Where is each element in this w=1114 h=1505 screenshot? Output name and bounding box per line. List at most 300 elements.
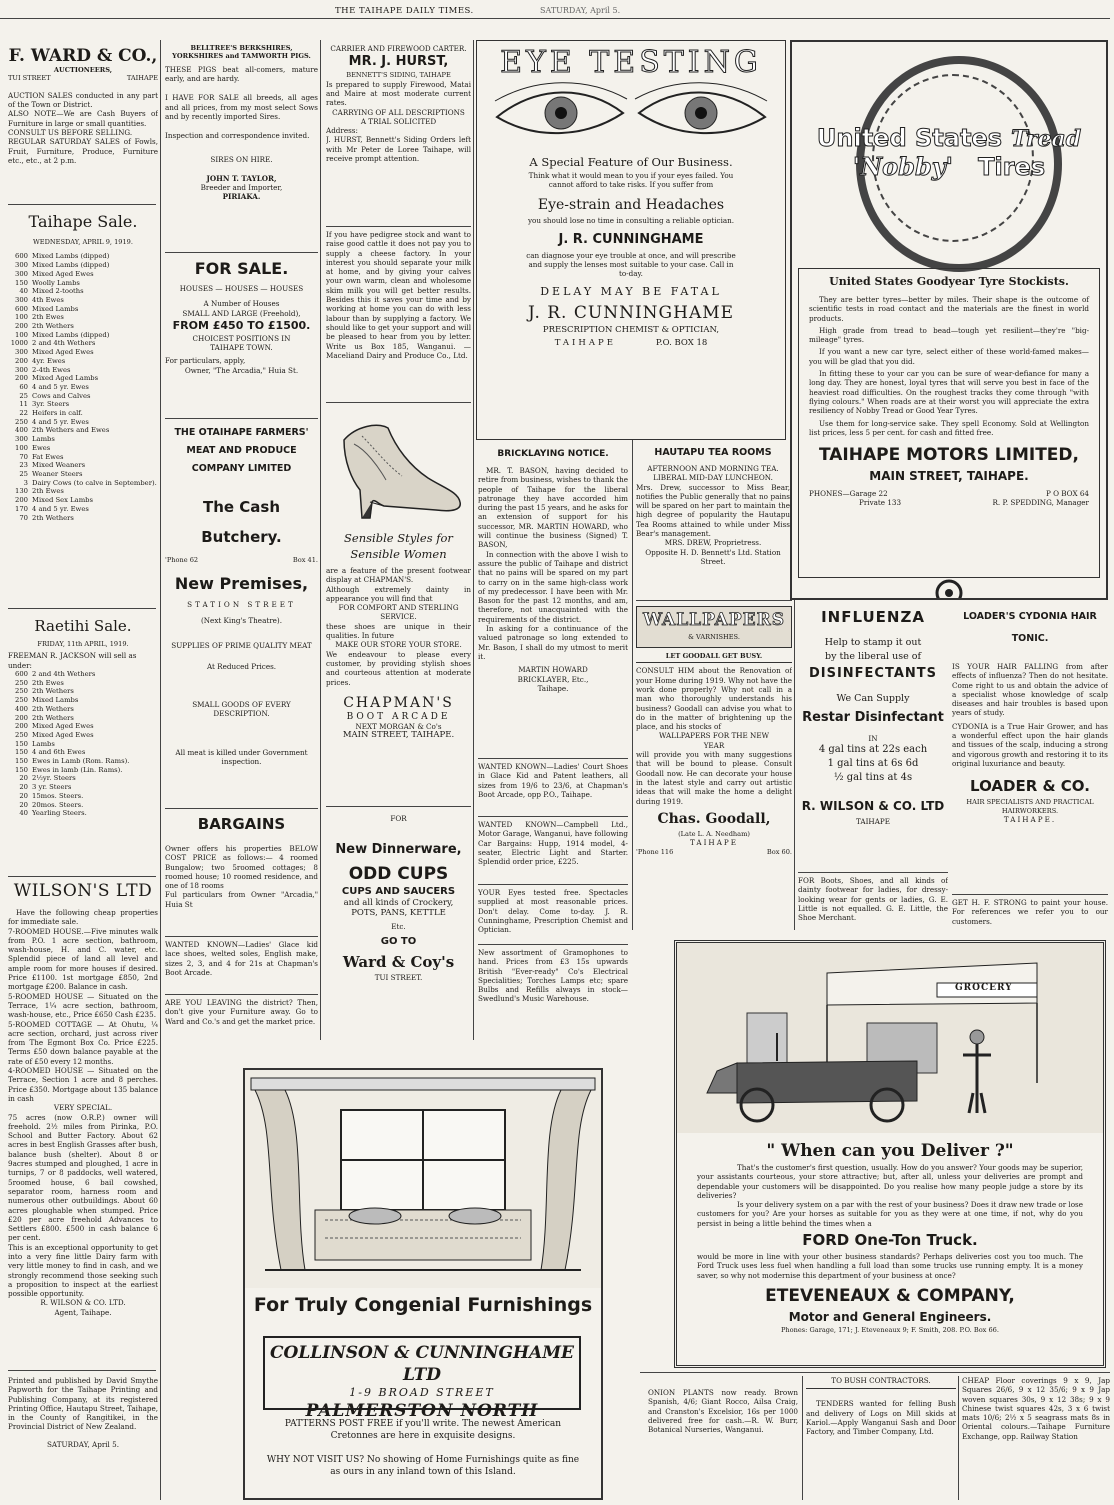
pigs-p3: Inspection and correspondence invited.	[165, 131, 310, 141]
taihape-sale-item-count: 300	[15, 365, 28, 374]
raetihi-sale-item-row	[8, 766, 158, 775]
taihape-sale-date: WEDNESDAY, APRIL 9, 1919.	[33, 238, 133, 246]
chapman-s1: Sensible Styles for	[344, 531, 453, 545]
tyre-stock: United States Goodyear Tyre Stockists.	[829, 275, 1069, 288]
taihape-sale-item-row	[8, 313, 158, 322]
divider	[165, 936, 318, 937]
eye-town: TAIHAPE	[554, 337, 616, 348]
taihape-sale-item-count: 100	[15, 330, 28, 339]
flu-q1: 4 gal tins at 22s each	[818, 744, 928, 756]
divider	[798, 872, 948, 873]
dairy-ad	[326, 230, 471, 400]
taihape-sale-item-description: Mixed Lambs (dipped)	[32, 252, 110, 261]
wilsons-p4: 4-ROOMED HOUSE — Situated on the Terrace, Section 1 acre and 8 perches. Price £350. Mortgage about 135 balance in cash	[8, 1066, 158, 1103]
chapman-name: CHAPMAN'S	[343, 694, 454, 711]
ford-p1: That's the customer's first question, usually. How do you answer? Your goods may be superior, your assistants courteous, your store attractive; but, after all, unless your deliveries are prompt and dependable your customers will be disappointed. Do you realise how many people judge a store by its deliveries?	[697, 1163, 1083, 1200]
taihape-sale-item-description: Lambs	[32, 435, 55, 444]
butchery-box: Box 41.	[292, 556, 318, 564]
eyes-tested-ad	[478, 888, 628, 940]
taihape-sale-item-count: 400	[15, 426, 28, 435]
ward-town: TAIHAPE	[126, 74, 158, 83]
little-shoes-ad	[798, 876, 948, 936]
ford-truck: FORD One-Ton Truck.	[802, 1231, 978, 1250]
brick-title: BRICKLAYING NOTICE.	[497, 449, 609, 459]
wall-sub: & VARNISHES.	[688, 633, 740, 641]
eye-box: P.O. BOX 18	[655, 337, 708, 348]
pigs-ad	[165, 44, 318, 249]
chapman-p2: Although extremely dainty in appearance you will find that	[326, 584, 471, 603]
onion-ad	[648, 1388, 798, 1498]
influenza-ad	[798, 606, 948, 881]
wall-let: LET GOODALL GET BUSY.	[636, 652, 792, 663]
raetihi-sale-item-count: 20	[19, 783, 28, 792]
brick-sig1: MARTIN HOWARD	[518, 665, 588, 675]
raetihi-sale-item-description: Lambs	[32, 739, 55, 748]
wall-phone: 'Phone 116	[636, 847, 674, 856]
flu-title: INFLUENZA	[821, 608, 925, 626]
taihape-sale-item-description: Woolly Lambs	[32, 278, 80, 287]
column-rule-5	[794, 600, 795, 930]
bricklaying-ad	[478, 446, 628, 746]
ward-line-3: CONSULT US BEFORE SELLING.	[8, 128, 133, 137]
tea-l1: AFTERNOON AND MORNING TEA.	[647, 464, 779, 473]
raetihi-sale-item-count: 250	[15, 678, 28, 687]
raetihi-sale-item-description: 2th Wethers	[32, 713, 74, 722]
taihape-sale-item-row	[8, 392, 158, 401]
raetihi-sale-list	[8, 670, 158, 818]
dinner-l9: TUI STREET.	[374, 973, 423, 983]
taihape-sale-item-count: 170	[15, 504, 28, 513]
taihape-sale-item-count: 23	[19, 461, 28, 470]
wanted-glace-text: WANTED KNOWN—Ladies' Glace kid lace shoes, welted soles, English make, sizes 2, 3, and 4 for 21s at Chapman's Boot Arcade.	[165, 940, 318, 977]
masthead-rule	[0, 18, 1110, 19]
divider	[478, 816, 628, 817]
taihape-sale-item-row	[8, 366, 158, 375]
taihape-sale-item-row	[8, 261, 158, 270]
for-sale-l5: For particulars, apply,	[165, 356, 246, 366]
taihape-sale-item-count: 100	[15, 313, 28, 322]
butchery-s1: SUPPLIES OF PRIME QUALITY MEAT	[171, 641, 312, 650]
taihape-sale-item-description: Fat Ewes	[32, 452, 64, 461]
raetihi-sale-item-row	[8, 801, 158, 810]
taihape-sale-item-description: 4yr. Ewes	[32, 356, 66, 365]
hurst-name: MR. J. HURST,	[348, 54, 449, 70]
hurst-p2: CARRYING OF ALL DESCRIPTIONS	[332, 107, 465, 117]
floor-text: CHEAP Floor coverings 9 x 9, Jap Squares 26/6, 9 x 12 35/6; 9 x 9 Jap woven squares 30s, 9 x 12 38s; 9 x 9 Chinese twist squares 42s, 3 x 6 twist mats 10/6; 2½ x 5 seagrass mats 8s in Oriental colours.—Taihape Furniture Exchange, opp. Railway Station	[962, 1376, 1110, 1441]
butchery-premises: New Premises,	[174, 574, 309, 594]
raetihi-sale-item-description: Mixed Aged Ewes	[32, 730, 94, 739]
raetihi-sale-item-description: 2 and 4th Wethers	[32, 670, 96, 678]
taihape-sale-item-description: Cows and Calves	[32, 391, 91, 400]
taihape-sale-item-row	[8, 348, 158, 357]
taihape-sale-item-count: 600	[15, 304, 28, 313]
wall-banner: WALLPAPERS	[643, 610, 785, 630]
wilsons-p3: 5-ROOMED COTTAGE — At Ohutu, ¼ acre section, orchard, just across river from The Egmont Box Co. Price £225. Terms £50 down balance payable at the rate of £50 every 12 months.	[8, 1019, 158, 1066]
bush-ad	[806, 1376, 956, 1496]
court-text: WANTED KNOWN—Ladies' Court Shoes in Glace Kid and Patent leathers, all sizes from 19/6 to 23/6, at Chapman's Boot Arcade, opp P.O., Taihape.	[478, 762, 628, 799]
dinnerware-ad	[326, 810, 471, 1020]
raetihi-sale-item-row	[8, 809, 158, 818]
dinner-l2: ODD CUPS	[348, 864, 449, 885]
taihape-sale-item-description: 2 and 4th Wethers	[32, 339, 96, 348]
raetihi-sale-date: FRIDAY, 11th APRIL, 1919.	[37, 640, 129, 648]
raetihi-sale-item-description: 2th Wethers	[32, 704, 74, 713]
divider	[478, 944, 628, 945]
chapman-p5: MAKE OUR STORE YOUR STORE.	[335, 640, 462, 650]
loader-sub: HAIR SPECIALISTS AND PRACTICAL HAIRWORKERS.	[966, 798, 1094, 815]
divider	[478, 758, 628, 759]
tyre-p4: In fitting these to your car you can be sure of wear-defiance for many a long day. They are honest, loyal tyres that will serve you best in face of the heaviest road difficulties. On the roughest tracks they come through "with flying colours." When roads are at their worst you will appreciate the extra resiliency of Nobby Tread or Good Year Tyres.	[809, 369, 1089, 416]
dinner-l6: Etc.	[391, 921, 406, 931]
chapman-arcade: BOOT ARCADE	[346, 711, 451, 722]
raetihi-sale-item-row	[8, 687, 158, 696]
ford-p3: would be more in line with your other business standards? Perhaps deliveries cost you too much. The Ford Truck uses less fuel when handling a full load than some trucks use running empty. It is a money saver, so why not modernise this department of your business at once?	[697, 1252, 1083, 1280]
hurst-head: CARRIER AND FIREWOOD CARTER.	[330, 44, 467, 53]
wall-box: Box 60.	[766, 847, 792, 856]
chapman-p3: FOR COMFORT AND STERLING SERVICE.	[338, 603, 459, 622]
hurst-p4: Address:	[326, 126, 358, 136]
eye-role: PRESCRIPTION CHEMIST & OPTICIAN,	[542, 324, 720, 335]
flu-q2: 1 gal tins at 6s 6d	[827, 758, 919, 770]
wilsons-sig2: Agent, Taihape.	[54, 1307, 112, 1317]
for-sale-l3: CHOICEST POSITIONS IN	[192, 333, 291, 343]
divider	[640, 1372, 1110, 1373]
for-sale-l4: TAIHAPE TOWN.	[210, 343, 273, 353]
shoe-illustration	[326, 406, 471, 526]
leaving-text: ARE YOU LEAVING the district? Then, don't give your Furniture away. Go to Ward and Co.'s and get the market price.	[165, 998, 318, 1026]
ford-role: Motor and General Engineers.	[788, 1309, 992, 1324]
tyre-private: Private 133	[859, 498, 902, 508]
hurst-addr: BENNETT'S SIDING, TAIHAPE	[346, 71, 451, 80]
raetihi-sale-item-count: 400	[15, 704, 28, 713]
floor-coverings-ad	[962, 1376, 1110, 1498]
taihape-sale-item-description: 2th Ewes	[32, 313, 64, 322]
collinson-head: For Truly Congenial Furnishings	[253, 1294, 593, 1316]
taihape-sale-item-description: Mixed Lambs (dipped)	[32, 330, 110, 339]
taihape-sale-item-count: 25	[19, 391, 28, 400]
taihape-sale-item-count: 70	[19, 513, 28, 522]
divider	[636, 600, 792, 601]
dinner-l7: GO TO	[380, 936, 417, 948]
brick-p2: In connection with the above I wish to assure the public of Taihape and district that no pains will be spared on my part to carry on in the same high-class work of my predecessor. I have been with Mr. Bason for the past 12 months, and am, therefore, not unacquainted with the requirements of the district.	[478, 549, 628, 624]
raetihi-sale-item-row	[8, 731, 158, 740]
divider	[478, 884, 628, 885]
taihape-sale-item-description: 4 and 5 yr. Ewes	[32, 504, 89, 513]
column-rule-3	[473, 40, 474, 1040]
raetihi-sale-item-count: 20	[19, 800, 28, 809]
grocery-sign: GROCERY	[955, 983, 1013, 993]
taihape-sale-item-count: 250	[15, 417, 28, 426]
campbell-text: WANTED KNOWN—Campbell Ltd., Motor Garage, Wanganui, have following Car Bargains: Hupp, 1914 model, 4-seater, Electric Light and Starter. Splendid order price, £225.	[478, 820, 628, 867]
taihape-sale-item-description: Mixed Aged Ewes	[32, 269, 94, 278]
flu-l1: Help to stamp it out	[824, 637, 922, 648]
strong-text: GET H. F. STRONG to paint your house. For references we refer you to our customers.	[952, 898, 1108, 926]
taihape-sale-item-count: 200	[15, 496, 28, 505]
taihape-sale-item-row	[8, 270, 158, 279]
butchery-s3: SMALL GOODS OF EVERY DESCRIPTION.	[192, 699, 291, 718]
ward-title: F. WARD & CO.,	[8, 46, 158, 66]
brick-p1: MR. T. BASON, having decided to retire from business, wishes to thank the people of Taihape for the liberal patronage they have accorded him during the past 15 years, and he asks for an extension of support for his successor, MR. MARTIN HOWARD, who will continue the business (Signed) T. BASON,	[478, 466, 628, 550]
divider	[958, 1376, 959, 1500]
taihape-sale-item-count: 200	[15, 322, 28, 331]
chapman-main: MAIN STREET, TAIHAPE.	[342, 730, 455, 741]
tea-sig: MRS. DREW, Proprietress.	[664, 538, 762, 548]
taihape-sale-item-description: Mixed Aged Lambs	[32, 374, 99, 383]
for-sale-l1: A Number of Houses	[203, 299, 280, 309]
hurst-p3: A TRIAL SOLICITED	[360, 116, 437, 126]
taihape-sale-item-count: 200	[15, 356, 28, 365]
loader-ad	[952, 606, 1108, 896]
wall-late: (Late L. A. Needham)	[678, 829, 750, 838]
tea-p1: Mrs. Drew, successor to Miss Bear, notifies the Public generally that no pains will be spared on her part to maintain the high degree of popularity the Hautapu Tea Rooms attained to while under Miss Bear's management.	[636, 482, 790, 539]
taihape-sale-item-description: 4 and 5 yr. Ewes	[32, 417, 89, 426]
imprint-text: Printed and published by David Smythe Papworth for the Taihape Printing and Publishing Company, at its registered Printing Office, Hautapu Street, Taihape, in the County of Rangitikei, in the Provincial District of New Zealand.	[8, 1376, 158, 1432]
taihape-sale-item-description: 4th Ewes	[32, 295, 64, 304]
raetihi-sale-item-description: Mixed Lambs	[32, 696, 79, 705]
taihape-sale-item-count: 100	[15, 443, 28, 452]
wallpapers-ad	[636, 606, 792, 936]
taihape-sale-item-row	[8, 479, 158, 488]
taihape-sale-item-count: 300	[15, 348, 28, 357]
wilsons-title: WILSON'S LTD	[13, 881, 153, 901]
pigs-head: BELLTREE'S BERKSHIRES, YORKSHIRES and TAMWORTH PIGS.	[172, 44, 311, 61]
ward-line-1: AUCTION SALES conducted in any part of the Town or District.	[8, 90, 158, 110]
for-sale-price: FROM £450 TO £1500.	[172, 318, 311, 332]
taihape-sale-item-description: 4 and 5 yr. Ewes	[32, 382, 89, 391]
taihape-sale-item-description: Weaner Steers	[32, 469, 83, 478]
imprint-date: SATURDAY, April 5.	[47, 1439, 119, 1449]
bargains-p1: Owner offers his properties BELOW COST PRICE as follows:— 4 roomed Bungalow; two 5roomed cottages; 8 roomed house; 10 roomed residence, and one of 18 rooms	[165, 844, 318, 891]
taihape-sale-item-description: 2th Wethers	[32, 513, 74, 522]
taihape-sale-item-row	[8, 374, 158, 383]
pigs-role: Breeder and Importer,	[200, 183, 283, 193]
raetihi-sale-item-count: 20	[19, 791, 28, 800]
loader-name: LOADER & CO.	[970, 777, 1090, 796]
dairy-text: If you have pedigree stock and want to raise good cattle it does not pay you to supply a cheese factory. In your interest you should separate your milk at home, and by giving your calves your own warm, clean and wholesome skim milk you will get better results. Besides this it saves your time and by working at home you can do with less labour than by supplying a factory. We should like to get your support and will be pleased to hear from you by letter. Write us Box 185, Wanganui. —Maceliand Dairy and Produce Co., Ltd.	[326, 230, 471, 360]
raetihi-sale-item-row	[8, 792, 158, 801]
raetihi-sale-item-count: 250	[15, 687, 28, 696]
flu-supply: We Can Supply	[836, 693, 910, 704]
tyre-street: MAIN STREET, TAIHAPE.	[869, 469, 1029, 484]
strong-ad	[952, 898, 1108, 934]
taihape-sale-item-row	[8, 409, 158, 418]
raetihi-sale-item-row	[8, 696, 158, 705]
raetihi-sale-item-row	[8, 679, 158, 688]
ford-ad	[674, 940, 1106, 1368]
wall-name: Chas. Goodall,	[657, 810, 771, 827]
raetihi-sale-item-description: 3 yr. Steers	[32, 783, 72, 792]
eye-testing-ad	[476, 40, 786, 440]
collinson-body	[265, 1418, 581, 1478]
flu-in: IN	[868, 734, 878, 743]
eyes-illustration	[477, 77, 785, 147]
taihape-sale-title: Taihape Sale.	[28, 212, 138, 231]
taihape-sale-item-row	[8, 461, 158, 470]
tyre-p5: Use them for long-service sake. They spell Economy. Sold at Wellington list prices, less 5 per cent. for cash and fitted free.	[809, 418, 1089, 437]
butchery-s2: At Reduced Prices.	[206, 662, 277, 672]
divider	[802, 1376, 803, 1500]
eye-p3: can diagnose your eye trouble at once, and will prescribe and supply the lenses most suitable to your case. Call in to-day.	[526, 250, 736, 279]
wilsons-special: VERY SPECIAL.	[53, 1103, 113, 1113]
divider	[165, 252, 318, 253]
raetihi-sale-item-description: Mixed Aged Ewes	[32, 722, 94, 731]
raetihi-sale-item-description: 2½yr. Steers	[32, 774, 76, 783]
taihape-sale-item-count: 600	[15, 252, 28, 261]
dinner-l1: New Dinnerware,	[335, 842, 462, 858]
raetihi-sale-item-count: 150	[15, 757, 28, 766]
taihape-sale-item-count: 150	[15, 278, 28, 287]
raetihi-sale-item-row	[8, 670, 158, 679]
for-sale-l6: Owner, "The Arcadia," Huia St.	[184, 365, 299, 375]
tested-text: YOUR Eyes tested free. Spectacles supplied at most reasonable prices. Don't delay. Come to-day. J. R. Cunninghame, Prescription Chemist and Optician.	[478, 888, 628, 935]
collinson-p1: PATTERNS POST FREE if you'll write. The newest American Cretonnes are here in exquisite designs.	[284, 1419, 562, 1441]
tea-opp: Opposite H. D. Bennett's Ltd. Station Street.	[645, 547, 781, 566]
for-sale-sub: HOUSES — HOUSES — HOUSES	[179, 284, 304, 293]
chapman-next: NEXT MORGAN & Co's	[355, 722, 442, 732]
divider	[326, 402, 471, 403]
raetihi-sale-item-description: Ewes in Lamb (Rom. Rams).	[32, 757, 130, 766]
flu-q3: ½ gal tins at 4s	[833, 772, 913, 784]
campbell-ad	[478, 820, 628, 882]
taihape-sale-item-row	[8, 339, 158, 348]
dinner-l4: and all kinds of Crockery,	[343, 898, 454, 909]
taihape-sale-item-row	[8, 305, 158, 314]
pigs-place: PIRIAKA.	[222, 192, 261, 202]
taihape-sale-item-count: 70	[19, 452, 28, 461]
tea-title: HAUTAPU TEA ROOMS	[654, 447, 772, 458]
wheel-icon	[934, 578, 964, 600]
window-seat-illustration	[245, 1070, 601, 1288]
tyre-tires: Tires	[978, 153, 1046, 181]
taihape-sale-item-row	[8, 470, 158, 479]
wall-town: TAIHAPE	[690, 838, 738, 848]
taihape-sale-item-row	[8, 418, 158, 427]
ward-sub: AUCTIONEERS,	[53, 66, 113, 74]
flu-dis: DISINFECTANTS	[808, 666, 938, 681]
taihape-sale-item-row	[8, 444, 158, 453]
raetihi-sale-item-count: 40	[19, 809, 28, 818]
raetihi-sale-title: Raetihi Sale.	[34, 617, 132, 635]
tyre-tread: Tread	[1011, 126, 1082, 152]
raetihi-sale-item-row	[8, 714, 158, 723]
eye-p2: you should lose no time in consulting a reliable optician.	[527, 215, 735, 225]
taihape-sale-item-count: 1000	[10, 339, 28, 348]
wilsons-sig1: R. WILSON & CO. LTD.	[40, 1298, 126, 1308]
imprint	[8, 1376, 158, 1502]
masthead-date: SATURDAY, April 5.	[540, 6, 621, 15]
hurst-ad	[326, 44, 471, 224]
wall-p2: WALLPAPERS FOR THE NEW YEAR	[659, 731, 769, 750]
taihape-sale-item-row	[8, 505, 158, 514]
ford-p2: Is your delivery system on a par with the rest of your business? Does it draw new trade or lose customers for you? Are your horses as suitable for you as they were at one time, if not, why do you persist in being a little behind the times when a	[697, 1200, 1083, 1228]
bargains-p2: Ful particulars from Owner "Arcadia," Huia St	[165, 890, 318, 909]
divider	[326, 226, 471, 227]
bargains-ad	[165, 812, 318, 934]
ward-line-2: ALSO NOTE—We are Cash Buyers of Furniture in large or small quantities.	[8, 109, 158, 128]
raetihi-sale-item-count: 200	[15, 713, 28, 722]
taihape-sale-item-row	[8, 252, 158, 261]
taihape-sale-item-row	[8, 296, 158, 305]
divider	[8, 204, 156, 205]
ford-phones: Phones: Garage, 171; J. Eteveneaux 9; F. Smith, 208. P.O. Box 66.	[781, 1325, 999, 1334]
raetihi-sale-item-description: Yearling Steers.	[32, 809, 87, 818]
masthead	[0, 4, 1114, 18]
taihape-sale-item-count: 25	[19, 469, 28, 478]
ford-head: " When can you Deliver ?"	[766, 1141, 1014, 1161]
butchery-street: STATION STREET	[187, 600, 296, 610]
wilsons-p5: 75 acres (now O.R.P.) owner will freehold. 2½ miles from Pirinka, P.O. School and Butter Factory. About 62 acres in best English Grasses after bush, balance bush (shelter). About 8 or 9acres stumped and ploughed, 1 acre in turnips, 7 or 8 paddocks, well watered, 5roomed house, 6 bail cowshed, separator room, harness room and numerous other outbuildings. About 60 acres ploughable when stumped. Price £20 per acre freehold Advances to Settlers £800. £500 in cash balance 6 per cent.	[8, 1112, 158, 1243]
loader-p1: IS YOUR HAIR FALLING from after effects of influenza? Then do not hesitate. Come right to us and obtain the advice of a specialist whose knowledge of scalp diseases and hair troubles is based upon years of study.	[952, 662, 1108, 718]
raetihi-sale-item-count: 600	[15, 670, 28, 678]
eye-name: J. R. CUNNINGHAME	[558, 231, 704, 247]
little-text: FOR Boots, Shoes, and all kinds of dainty footwear for ladies, for dressy-looking wear for gents or ladies, G. E. Little is not equalled. G. E. Little, the Shoe Merchant.	[798, 876, 948, 923]
taihape-sale-item-row	[8, 453, 158, 462]
taihape-sale	[8, 212, 158, 602]
taihape-sale-item-row	[8, 383, 158, 392]
divider	[165, 418, 318, 419]
eye-name2: J. R. CUNNINGHAME	[527, 302, 735, 323]
raetihi-sale-item-row	[8, 774, 158, 783]
bush-title: TO BUSH CONTRACTORS.	[806, 1376, 956, 1389]
ward-street: TUI STREET	[8, 74, 51, 83]
butchery-name: The Cash Butchery.	[201, 498, 282, 546]
collinson-ad	[243, 1068, 603, 1500]
leaving-ad	[165, 998, 318, 1038]
taihape-sale-item-description: Mixed Lambs	[32, 304, 79, 313]
raetihi-sale-item-count: 150	[15, 765, 28, 774]
wall-p3: will provide you with many suggestions that will be bound to please. Consult Goodall now. He can decorate your house in the latest style and carry out artistic ideas that will make the home a delight during 1919.	[636, 750, 792, 806]
taihape-sale-item-description: 2th Wethers and Ewes	[32, 426, 110, 435]
butchery-s4: All meat is killed under Government inspection.	[175, 748, 308, 767]
onion-text: ONION PLANTS now ready. Brown Spanish, 4/6; Giant Rocco, Ailsa Craig, and Cranston's Excelsior, 16s per 1000 delivered free for cash.—R. W. Burr, Botanical Nurseries, Wanganui.	[648, 1388, 798, 1435]
cash-butchery-ad	[165, 424, 318, 804]
butchery-next: (Next King's Theatre).	[200, 615, 283, 625]
divider	[952, 894, 1108, 895]
taihape-sale-item-row	[8, 514, 158, 523]
taihape-sale-item-description: Dairy Cows (to calve in September).	[32, 478, 157, 487]
taihape-sale-list	[8, 252, 158, 522]
column-rule-1	[160, 40, 161, 1500]
raetihi-sale-item-count: 250	[15, 696, 28, 705]
taihape-sale-item-description: 2th Wethers	[32, 322, 74, 331]
taihape-sale-item-row	[8, 357, 158, 366]
chapman-ad	[326, 406, 471, 806]
eye-feature: A Special Feature of Our Business.	[529, 155, 733, 169]
raetihi-sale-item-count: 200	[15, 722, 28, 731]
taihape-sale-item-count: 11	[19, 400, 28, 409]
pigs-sires: SIRES ON HIRE.	[210, 154, 273, 164]
gramo-text: New assortment of Gramophones to hand. Prices from £3 15s upwards British "Ever-ready" Co's Electrical Specialities; Torches Lamps etc; spare Bulbs and Refills always in stock—Swedlund's Music Warehouse.	[478, 948, 628, 1004]
hurst-p5: J. HURST, Bennett's Siding Orders left with Mr Peter de Loree Taihape, will receive prompt attention.	[326, 135, 471, 164]
raetihi-sale-item-description: 2th Ewes	[32, 678, 64, 687]
divider	[8, 1370, 156, 1371]
collinson-addr: 1-9 BROAD STREET	[349, 1386, 495, 1399]
column-rule-2	[320, 40, 321, 1040]
tyre-logo	[792, 124, 1106, 181]
divider	[8, 608, 156, 609]
taihape-sale-item-description: 3yr. Steers	[32, 400, 70, 409]
eye-banner: EYE TESTING	[500, 45, 762, 80]
taihape-sale-item-description: Mixed 2-tooths	[32, 287, 84, 296]
raetihi-sale-item-count: 250	[15, 730, 28, 739]
taihape-sale-item-description: 2-4th Ewes	[32, 365, 71, 374]
eye-p1: Think what it would mean to you if your eyes failed. You cannot afford to take risks. If you suffer from	[528, 171, 734, 190]
taihape-sale-item-description: Mixed Aged Ewes	[32, 348, 94, 357]
brick-sig2: BRICKLAYER, Etc.,	[517, 674, 589, 684]
wilsons-ad	[8, 880, 158, 1360]
column-rule-4	[632, 440, 633, 930]
taihape-sale-item-description: Mixed Sex Lambs	[32, 496, 94, 505]
